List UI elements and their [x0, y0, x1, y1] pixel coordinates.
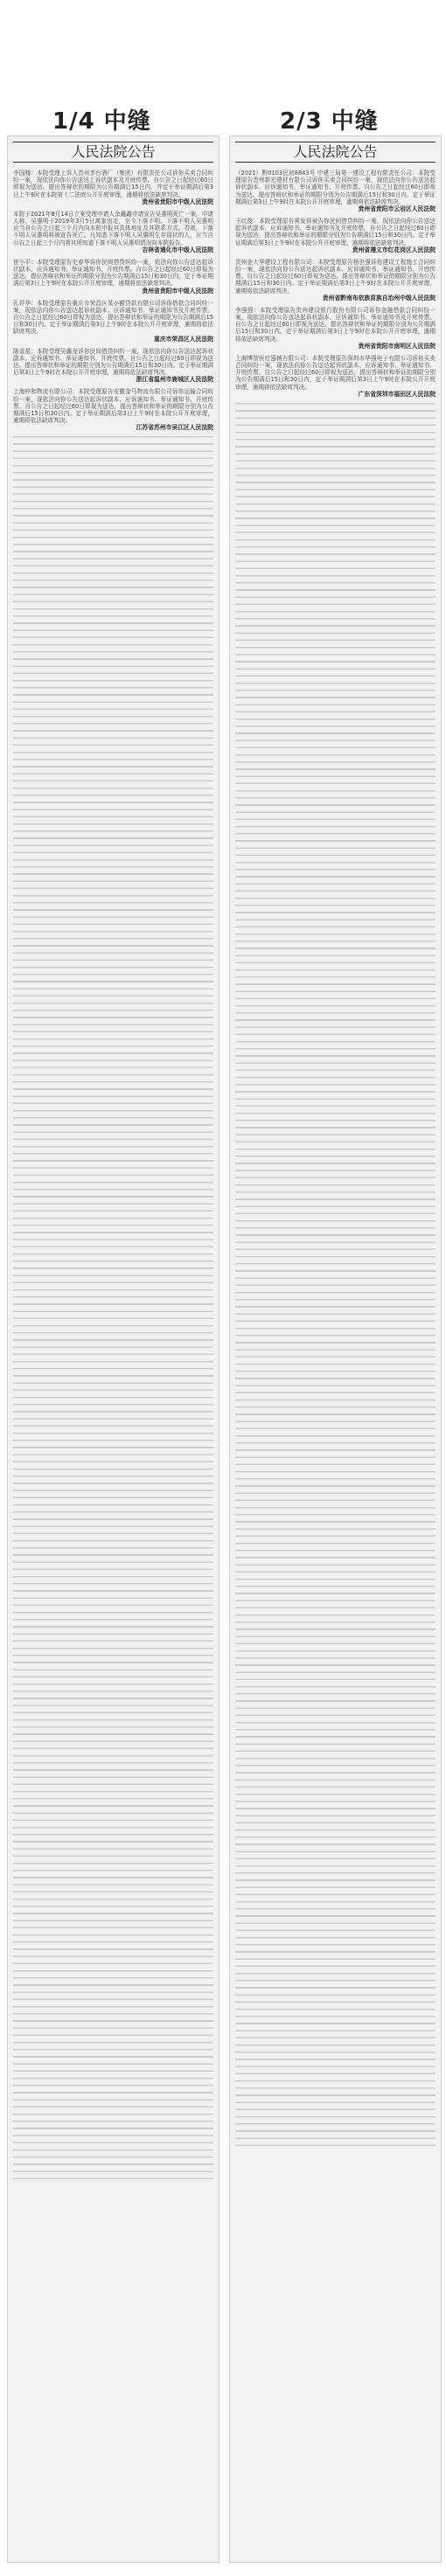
notice — [13, 388, 213, 432]
notice-text: （2021）黔0103民初8843号 中建三局第一建设工程有限责任公司：本院受理原告贵州新宏建材有限公司诉你买卖合同纠纷一案，现依法向你公告送达起诉状副本、应诉通知书、举证通知书、开庭传票。自公告之日起经过60日即视为送达。提出答辩状和举证的期限分别为公告期满后15日和30日内。定于举证期满后第3日上午9时在本院公开开庭审理，逾期将依法缺席判决。 — [235, 170, 436, 205]
notice-text: 上海梓和物流有限公司：本院受理原告安徽金马物流有限公司诉你运输合同纠纷一案，现依法向你公告送达起诉状副本、应诉通知书、举证通知书、开庭传票。自公告之日起经过60日即视为送达，提出答辩状和举证的期限分别为公告期满后15日和30日内。定于举证期满后第3日上午9时在本院公开开庭审理，逾期将依法缺席判决。 — [13, 388, 213, 425]
notice-court: 贵州省贵阳市云岩区人民法院 — [358, 205, 436, 213]
notice-text: 贵州金大华建设工程有限公司：本院受理原告杨世强诉你建设工程施工合同纠纷一案，现依法向你公告送达起诉状副本、应诉通知书、举证通知书、开庭传票。自公告之日起经过60日即视为送达。提出答辩状和举证的期限分别为公告期满后15日和30日内。定于举证期满后第3日上午9时在本院公开开庭审理，逾期将依法缺席判决。 — [235, 258, 436, 295]
notice-text: 李国楼：本院受理上诉人贵州茅台酒厂（集团）有限责任公司诉你买卖合同纠纷一案，现依法向你公告送达上诉状副本及开庭传票。自公告之日起经过60日即视为送达。提出答辩状的期限为公告期满后15日内，并定于举证期满后第3日上午9时在本院第十二法庭公开开庭审理，逾期将依法缺席判决。 — [13, 170, 213, 198]
notice-text: 孔祥华：本院受理原告重庆市荣昌区某小额贷款有限公司诉你借款合同纠纷一案，现依法向你公告送达起诉状副本、应诉通知书、举证通知书及开庭传票。自公告之日起经过60日即视为送达。提出答辩状和举证的期限为公告期满后15日和30日内。定于举证期满后第3日上午9时在本院公开开庭审理，逾期将依法缺席判决。 — [13, 299, 213, 336]
notice-court: 广东省深圳市福田区人民法院 — [358, 390, 436, 398]
notice-court: 贵州省贵阳市中级人民法院 — [142, 287, 213, 295]
page-label-right: 2/3 中缝 — [280, 108, 379, 135]
notice — [235, 170, 436, 213]
notice — [235, 307, 436, 351]
notice-court: 贵州省黔南布依族苗族自治州中级人民法院 — [322, 294, 436, 302]
notice-text: 陈金星：本院受理吴鑫龙诉你民间借贷纠纷一案，现依法向你公告送达起诉状副本、应诉通知书、举证通知书、开庭传票。自公告之日起经过60日即视为送达。提出答辩状和举证的期限分别为公告期满后15日和30日内。定于举证期满后第3日上午9时在本院公开开庭审理，逾期将依法缺席判决。 — [13, 347, 213, 377]
notice — [13, 170, 213, 206]
notice-text: 本院于2021年8月14日立案受理申请人余鑫鑫申请宣告吴惠明死亡一案。申请人称，吴惠明于2019年3月5日离家出走，至今下落不明。下落不明人吴惠明应当自公告之日起三个月内向本院申报其具体地址及其联系方式。否则，下落不明人吴惠明将被宣告死亡。凡知悉下落不明人吴惠明生存现状的人，应当自公告之日起三个月内将其所知道下落不明人吴惠明情况向本院报告。 — [13, 210, 213, 246]
notice-text: 上海博智医疗器械有限公司：本院受理原告深圳市华强电子有限公司诉你买卖合同纠纷一案，现依法向你公告送达起诉状副本、应诉通知书、举证通知书、开庭传票。自公告之日起经过60日即视为送达，提出答辩状和举证的期限分别为公告期满后15日和30日内，定于举证期满后第3日上午9时在本院公开开庭审理，逾期将依法缺席判决。 — [235, 354, 436, 391]
notice — [13, 300, 213, 344]
notice — [235, 218, 436, 254]
column-body — [235, 170, 436, 2557]
notice — [235, 259, 436, 302]
notice-court: 贵州省贵阳市南明区人民法院 — [358, 342, 436, 350]
notice — [13, 259, 213, 295]
notice-text-continuation — [13, 436, 213, 2184]
notice — [13, 348, 213, 385]
notice-court: 浙江省温州市鹿城区人民法院 — [136, 376, 213, 384]
notice-text: 宦小平：本院受理原告史春华诉你民间借贷纠纷一案，依法向你公告送达起诉状副本、应诉通知书、举证通知书、开庭传票。自公告之日起经过60日即视为送达。提出答辩状和举证的期限分别为公告期满后15日和30日内，定于举证期满后第3日上午9时在本院公开开庭审理，逾期将依法缺席判决。 — [13, 258, 213, 288]
column-title: 人民法院公告 — [235, 142, 436, 163]
notice-court: 贵州省遵义市红花岗区人民法院 — [352, 246, 436, 253]
notice-text: 李强强：本院受理原告贵州建设银行股份有限公司诉你金融借款合同纠纷一案，现依法向你公告送达起诉状副本、应诉通知书、举证通知书及开庭传票。自公告之日起经过60日即视为送达。提出答辩状和举证的期限分别为公告期满后15日和30日内。定于举证期满后第3日上午9时在本院公开开庭审理，逾期将依法缺席判决。 — [235, 306, 436, 343]
notice-court: 江苏省苏州市吴江区人民法院 — [136, 424, 213, 432]
notice-column-left — [7, 135, 220, 2563]
notice-court: 吉林省通化市中级人民法院 — [142, 246, 213, 253]
notice — [13, 211, 213, 254]
notice-text-continuation — [235, 403, 436, 2151]
page-label-left: 1/4 中缝 — [52, 108, 151, 135]
notice-court: 重庆市荣昌区人民法院 — [154, 335, 213, 343]
column-title: 人民法院公告 — [13, 142, 213, 163]
notice — [235, 355, 436, 399]
notice-court: 贵州省贵阳市中级人民法院 — [142, 198, 213, 205]
notice-column-right — [229, 135, 442, 2563]
column-body — [13, 170, 213, 2557]
notice-text: 王红俊：本院受理原告黄发诉被告你民间借贷纠纷一案，现依法向你公告送达起诉状副本、应诉通知书、举证通知书及开庭传票。自公告之日起经过60日即视为送达。提出答辩状和举证的期限分别为公告期满后15日和30日内。定于举证期满后第3日上午9时在本院公开开庭审理，逾期将依法缺席判决。 — [235, 218, 436, 246]
